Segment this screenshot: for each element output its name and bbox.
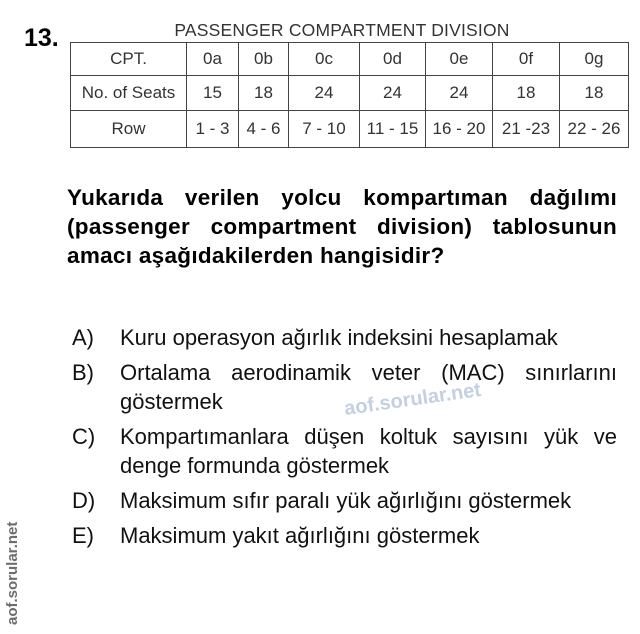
option-c[interactable] <box>72 422 617 480</box>
table-title: PASSENGER COMPARTMENT DIVISION <box>174 20 510 40</box>
table-cell: 7 - 10 <box>289 111 360 148</box>
table-cell: 0a <box>187 43 239 76</box>
table-cell: 1 - 3 <box>187 111 239 148</box>
table-row-cpt <box>71 43 629 76</box>
option-text: Maksimum sıfır paralı yük ağırlığını göstermek <box>120 488 572 513</box>
table-cell: 24 <box>360 76 426 111</box>
table-cell: 16 - 20 <box>426 111 493 148</box>
option-text: Kompartımanlara düşen koltuk sayısını yük ve denge formunda göstermek <box>120 424 617 478</box>
table-cell: 24 <box>289 76 360 111</box>
question-stem: Yukarıda verilen yolcu kompartıman dağılımı (passenger compartment division) tablosunun amacı aşağıdakilerden hangisidir? <box>67 185 617 268</box>
option-d[interactable] <box>72 486 617 515</box>
watermark-side: aof.sorular.net <box>4 521 21 625</box>
table-cell: 0c <box>289 43 360 76</box>
table-cell: 11 - 15 <box>360 111 426 148</box>
question-number: 13. <box>24 24 59 52</box>
option-text: Ortalama aerodinamik veter (MAC) sınırlarını göstermek <box>120 360 617 414</box>
table-cell: 0g <box>560 43 629 76</box>
table-cell: 0b <box>239 43 289 76</box>
row-header: CPT. <box>71 43 187 76</box>
option-text: Kuru operasyon ağırlık indeksini hesaplamak <box>120 325 558 350</box>
table-row-seats <box>71 76 629 111</box>
answer-options <box>72 323 617 556</box>
option-letter: D) <box>72 488 96 513</box>
option-text: Maksimum yakıt ağırlığını göstermek <box>120 523 480 548</box>
table-cell: 0e <box>426 43 493 76</box>
option-letter: C) <box>72 424 96 449</box>
table-cell: 24 <box>426 76 493 111</box>
table-cell: 18 <box>493 76 560 111</box>
table-cell: 4 - 6 <box>239 111 289 148</box>
option-letter: E) <box>72 523 94 548</box>
table-cell: 0f <box>493 43 560 76</box>
table-cell: 21 -23 <box>493 111 560 148</box>
option-letter: B) <box>72 360 94 385</box>
table-cell: 18 <box>560 76 629 111</box>
option-letter: A) <box>72 325 94 350</box>
table-cell: 0d <box>360 43 426 76</box>
row-header: No. of Seats <box>71 76 187 111</box>
watermark-inline: aof.sorular.net <box>342 379 483 421</box>
option-e[interactable] <box>72 521 617 550</box>
table-row-row <box>71 111 629 148</box>
option-b[interactable] <box>72 358 617 416</box>
table-cell: 18 <box>239 76 289 111</box>
table-cell: 15 <box>187 76 239 111</box>
compartment-table <box>70 42 629 148</box>
table-cell: 22 - 26 <box>560 111 629 148</box>
row-header: Row <box>71 111 187 148</box>
option-a[interactable] <box>72 323 617 352</box>
